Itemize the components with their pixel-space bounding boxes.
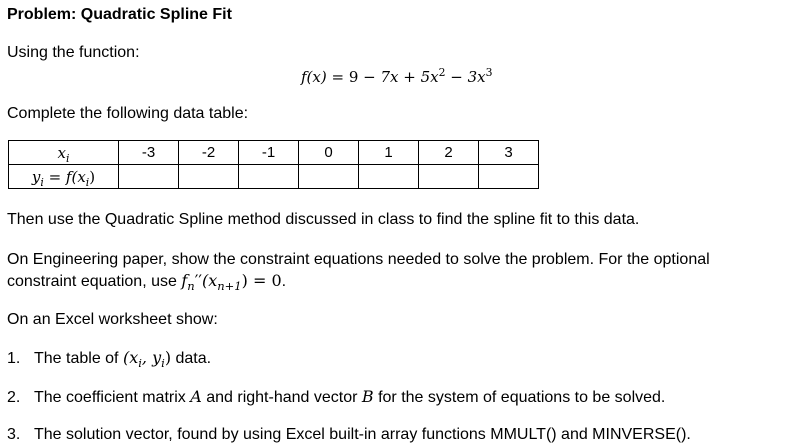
item1-post: data. bbox=[171, 350, 212, 367]
y-cell[interactable] bbox=[359, 165, 419, 189]
header-x bbox=[9, 141, 119, 165]
eq-exp3: 3 bbox=[485, 66, 493, 79]
item2-mid: and right-hand vector bbox=[201, 389, 362, 406]
eq-op1: − bbox=[358, 68, 381, 86]
header-y-rhs-sub: i bbox=[85, 175, 90, 189]
item1-pre: The table of bbox=[34, 350, 123, 367]
y-cell[interactable] bbox=[239, 165, 299, 189]
constraint-math bbox=[181, 271, 282, 294]
x-cell: -1 bbox=[239, 141, 299, 165]
list-item bbox=[7, 348, 212, 371]
list-number: 1. bbox=[7, 350, 21, 367]
table-prompt: Complete the following data table: bbox=[7, 105, 249, 122]
y-cell[interactable] bbox=[479, 165, 539, 189]
paragraph-excel: On an Excel worksheet show: bbox=[7, 311, 218, 328]
header-y-var: y bbox=[31, 167, 41, 186]
constraint-arg-close: ) = 0 bbox=[241, 271, 282, 290]
constraint-sub-n: n bbox=[187, 279, 195, 294]
x-cell: 3 bbox=[479, 141, 539, 165]
data-table bbox=[8, 140, 539, 189]
problem-title: Problem: Quadratic Spline Fit bbox=[7, 6, 232, 23]
list-item bbox=[7, 387, 665, 407]
header-y bbox=[9, 165, 119, 189]
item1-mid: , y bbox=[141, 348, 162, 367]
constraint-arg-sub: n+1 bbox=[217, 279, 242, 294]
item1-math bbox=[122, 348, 172, 371]
item3-text: The solution vector, found by using Excel built-in array functions MMULT() and MINVERSE(). bbox=[34, 426, 691, 443]
table-row-y bbox=[9, 165, 539, 189]
item1-sub2: i bbox=[161, 356, 165, 371]
y-cell[interactable] bbox=[179, 165, 239, 189]
item2-matrix-a: A bbox=[190, 387, 202, 406]
x-cell: -2 bbox=[179, 141, 239, 165]
y-cell[interactable] bbox=[299, 165, 359, 189]
function-equation bbox=[301, 68, 493, 86]
item1-sub1: i bbox=[138, 356, 142, 371]
eq-lhs: f(x) = bbox=[301, 68, 349, 86]
list-number: 2. bbox=[7, 389, 21, 406]
x-cell: 2 bbox=[419, 141, 479, 165]
item1-open: (x bbox=[122, 348, 139, 367]
list-item bbox=[7, 426, 691, 444]
item2-post: for the system of equations to be solved. bbox=[373, 389, 666, 406]
paragraph-constraints-line1: On Engineering paper, show the constraint equations needed to solve the problem. For the optional bbox=[7, 251, 710, 268]
eq-c1: 7x bbox=[380, 68, 399, 86]
header-y-sub: i bbox=[40, 175, 44, 189]
eq-c2: 5x bbox=[420, 68, 439, 86]
constraint-period: . bbox=[281, 273, 287, 290]
x-cell: 1 bbox=[359, 141, 419, 165]
item1-close: ) bbox=[164, 348, 172, 367]
eq-op3: − bbox=[445, 68, 468, 86]
header-x-var: x bbox=[57, 143, 66, 162]
eq-c0: 9 bbox=[348, 68, 359, 86]
item2-pre: The coefficient matrix bbox=[34, 389, 191, 406]
paragraph-spline-method: Then use the Quadratic Spline method discussed in class to find the spline fit to this data. bbox=[7, 211, 640, 228]
constraint-f: f bbox=[181, 271, 188, 290]
constraint-arg: (x bbox=[201, 271, 218, 290]
item2-vector-b: B bbox=[361, 387, 374, 406]
table-row-x bbox=[9, 141, 539, 165]
list-number: 3. bbox=[7, 426, 21, 443]
y-cell[interactable] bbox=[119, 165, 179, 189]
intro-text: Using the function: bbox=[7, 44, 140, 61]
x-cell: -3 bbox=[119, 141, 179, 165]
paragraph-constraints-line2 bbox=[7, 271, 287, 294]
eq-c3: 3x bbox=[467, 68, 486, 86]
constraint-primes: ′′ bbox=[194, 271, 202, 290]
header-y-close: ) bbox=[89, 167, 96, 186]
constraint-text: constraint equation, use bbox=[7, 273, 182, 290]
y-cell[interactable] bbox=[419, 165, 479, 189]
header-y-rhs: = f(x bbox=[43, 167, 86, 186]
header-x-sub: i bbox=[66, 151, 70, 165]
x-cell: 0 bbox=[299, 141, 359, 165]
eq-exp2: 2 bbox=[438, 66, 446, 79]
eq-op2: + bbox=[398, 68, 421, 86]
